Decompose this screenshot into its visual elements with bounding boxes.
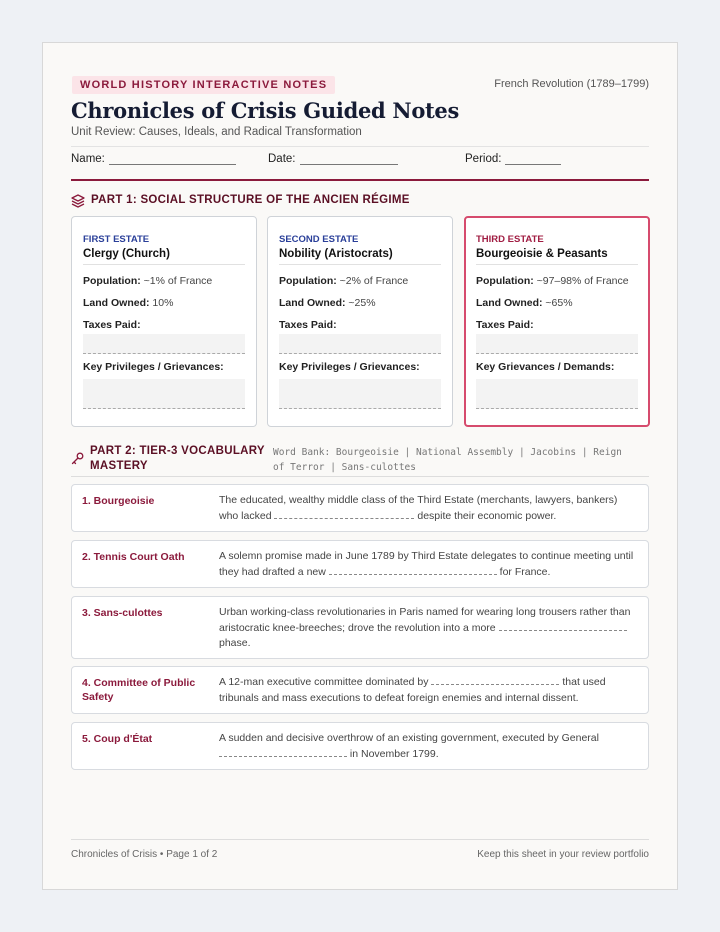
date-label: Date: — [268, 153, 296, 165]
period-field[interactable] — [465, 153, 561, 165]
estate-kicker: FIRST ESTATE — [83, 234, 150, 245]
worksheet-page — [42, 42, 678, 890]
estate-privileges-label: Key Privileges / Grievances: — [83, 361, 224, 373]
estate-population: Population: ~97–98% of France — [476, 275, 629, 287]
vocab-definition: A solemn promise made in June 1789 by Third Estate delegates to continue meeting until they had drafted a new for France. — [219, 550, 634, 578]
vocab-row — [71, 666, 649, 714]
header-accent-rule — [71, 179, 649, 181]
answer-blank[interactable] — [431, 675, 559, 685]
estate-taxes-answer-box[interactable] — [83, 334, 245, 354]
estate-taxes-label: Taxes Paid: — [279, 319, 337, 331]
estate-privileges-label: Key Privileges / Grievances: — [279, 361, 420, 373]
estate-land: Land Owned: ~25% — [279, 297, 376, 309]
footer-note: Keep this sheet in your review portfolio — [477, 849, 649, 860]
vocab-definition: Urban working-class revolutionaries in Paris named for wearing long trousers rather than aristocratic knee-breeches; drove the revolution into a more phase. — [219, 606, 631, 649]
estate-taxes-answer-box[interactable] — [279, 334, 441, 354]
estate-card-first — [71, 216, 257, 427]
estate-card-third — [464, 216, 650, 427]
estate-population: Population: ~2% of France — [279, 275, 409, 287]
vocab-divider — [71, 476, 649, 477]
vocab-definition: A sudden and decisive overthrow of an existing government, executed by General in November 1799. — [219, 732, 599, 760]
estate-name: Bourgeoisie & Peasants — [476, 248, 638, 265]
vocab-term: 5. Coup d'État — [82, 733, 153, 745]
estate-land: Land Owned: ~65% — [476, 297, 573, 309]
estate-name: Clergy (Church) — [83, 248, 245, 265]
estate-taxes-label: Taxes Paid: — [83, 319, 141, 331]
vocab-term: 4. Committee of Public Safety — [82, 677, 196, 703]
estate-grievances-label: Key Grievances / Demands: — [476, 361, 615, 373]
answer-blank[interactable] — [499, 621, 627, 631]
estate-grievances-answer-box[interactable] — [476, 379, 638, 409]
estate-privileges-answer-box[interactable] — [83, 379, 245, 409]
estate-taxes-label: Taxes Paid: — [476, 319, 534, 331]
key-icon — [71, 452, 84, 465]
estate-card-second — [267, 216, 453, 427]
footer-page-info: Chronicles of Crisis • Page 1 of 2 — [71, 849, 218, 860]
estate-taxes-answer-box[interactable] — [476, 334, 638, 354]
vocab-row — [71, 484, 649, 532]
page-subtitle: Unit Review: Causes, Ideals, and Radical Transformation — [71, 126, 362, 138]
part1-heading-text: PART 1: SOCIAL STRUCTURE OF THE ANCIEN RÉGIME — [91, 194, 410, 206]
vocab-row — [71, 540, 649, 588]
answer-blank[interactable] — [274, 509, 414, 519]
layers-icon — [71, 194, 85, 208]
estate-kicker: SECOND ESTATE — [279, 234, 359, 245]
vocab-row — [71, 596, 649, 659]
date-field[interactable] — [268, 153, 398, 165]
vocab-definition: The educated, wealthy middle class of the Third Estate (merchants, lawyers, bankers) who lacked despite their economic power. — [219, 494, 618, 522]
estate-name: Nobility (Aristocrats) — [279, 248, 441, 265]
page-title: Chronicles of Crisis Guided Notes — [71, 98, 460, 123]
vocab-term: 2. Tennis Court Oath — [82, 551, 185, 563]
vocab-row — [71, 722, 649, 770]
answer-blank[interactable] — [219, 747, 347, 757]
part2-heading — [71, 444, 265, 474]
name-field[interactable] — [71, 153, 236, 165]
word-bank: Word Bank: Bourgeoisie | National Assembly | Jacobins | Reign of Terror | Sans-culottes — [273, 447, 622, 473]
footer-divider — [71, 839, 649, 840]
part2-heading-text: PART 2: TIER-3 VOCABULARY MASTERY — [90, 445, 265, 472]
name-line[interactable] — [109, 155, 236, 165]
vocab-term: 3. Sans-culottes — [82, 607, 163, 619]
estate-land: Land Owned: 10% — [83, 297, 174, 309]
name-label: Name: — [71, 153, 105, 165]
header-divider — [71, 146, 649, 147]
estate-population: Population: ~1% of France — [83, 275, 213, 287]
period-label: Period: — [465, 153, 502, 165]
era-label: French Revolution (1789–1799) — [494, 78, 649, 90]
part1-heading — [71, 194, 410, 208]
estate-privileges-answer-box[interactable] — [279, 379, 441, 409]
vocab-definition: A 12-man executive committee dominated by that used tribunals and mass executions to defeat foreign enemies and internal dissent. — [219, 676, 606, 704]
date-line[interactable] — [300, 155, 398, 165]
period-line[interactable] — [505, 155, 561, 165]
answer-blank[interactable] — [329, 565, 497, 575]
estate-kicker: THIRD ESTATE — [476, 234, 544, 245]
vocab-term: 1. Bourgeoisie — [82, 495, 155, 507]
series-badge: WORLD HISTORY INTERACTIVE NOTES — [72, 76, 335, 94]
